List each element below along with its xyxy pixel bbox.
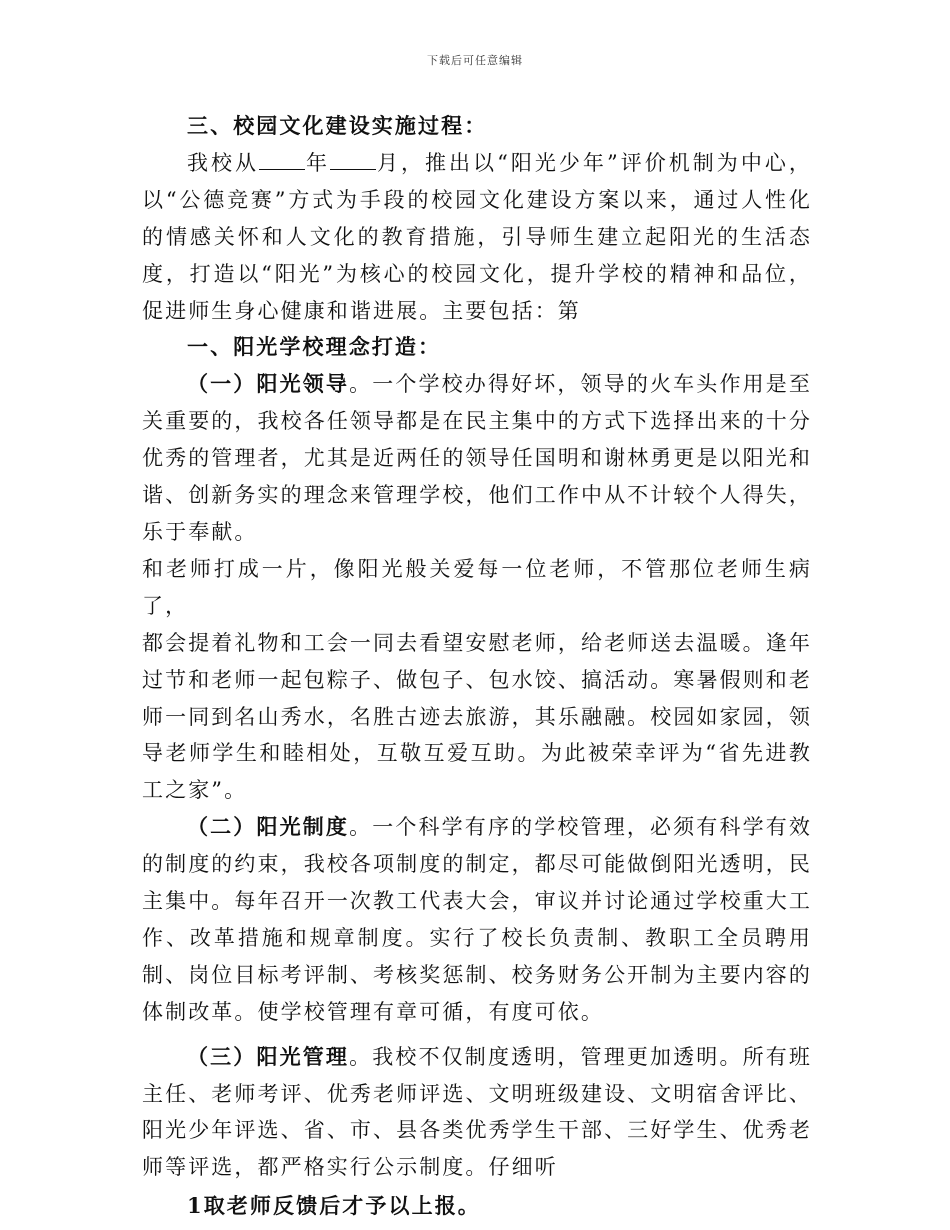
document-body [142,108,812,1225]
item-system [142,809,812,1030]
item-system-label: （二）阳光制度 [187,814,350,840]
item-leadership-cont2 [142,625,812,810]
item-management-label: （三）阳光管理 [187,1043,350,1069]
item-management-text: 。我校不仅制度透明，管理更加透明。所有班主任、老师考评、优秀老师评选、文明班级建设、文明宿舍评比、阳光少年评选、省、市、县各类优秀学生干部、三好学生、优秀老师等评选，都严格实行公示制度。仔细听 [142,1044,813,1180]
section-title: 三、校园文化建设实施过程： [187,113,488,138]
item-system-text: 。一个科学有序的学校管理，必须有科学有效的制度的约束，我校各项制度的制定，都尽可能做倒阳光透明，民主集中。每年召开一次教工代表大会，审议并讨论通过学校重大工作、改革措施和规章制度。实行了校长负责制、教职工全员聘用制、岗位目标考评制、考核奖惩制、校务财务公开制为主要内容的体制改革。使学校管理有章可循，有度可依。 [142,815,813,1024]
intro-text-2: 年 [305,150,331,175]
blank-year [259,168,305,170]
item-leadership-text-a: 。一个学校办得好坏，领导的火车头作用是至关重要的，我校各任领导都是在民主集中的方式下选择出来的十分优秀的管理者，尤其是近两任的领导任国明和谢林勇更是以阳光和谐、创新务实的理念来管理学校，他们工作中从不计较个人得失，乐于奉献。 [142,372,813,544]
item-leadership-text-c: 都会提着礼物和工会一同去看望安慰老师，给老师送去温暖。逢年过节和老师一起包粽子、做包子、包水饺、搞活动。寒暑假则和老师一同到名山秀水，名胜古迹去旅游，其乐融融。校园如家园，领导老师学生和睦相处，互敬互爱互助。为此被荣幸评为“省先进教工之家”。 [142,630,812,803]
item-management [142,1039,812,1187]
subsection-title: 一、阳光学校理念打造： [187,334,442,360]
intro-text-1: 我校从 [187,150,260,175]
item-leadership-cont [142,551,812,625]
item-leadership-text-b: 和老师打成一片，像阳光般关爱每一位老师，不管那位老师生病了， [142,556,812,618]
page-header: 下载后可任意编辑 [427,54,523,67]
closing-line: 1取老师反馈后才予以上报。 [187,1193,481,1219]
blank-month [330,168,376,170]
intro-paragraph [142,145,812,330]
item-leadership [142,366,812,551]
intro-text-3: 月，推出以“阳光少年”评价机制为中心，以“公德竞赛”方式为手段的校园文化建设方案以来，通过人性化的情感关怀和人文化的教育措施，引导师生建立起阳光的生活态度，打造以“阳光”为核心的校园文化，提升学校的精神和品位，促进师生身心健康和谐进展。主要包括：第 [142,150,812,323]
item-leadership-label: （一）阳光领导 [187,371,350,397]
